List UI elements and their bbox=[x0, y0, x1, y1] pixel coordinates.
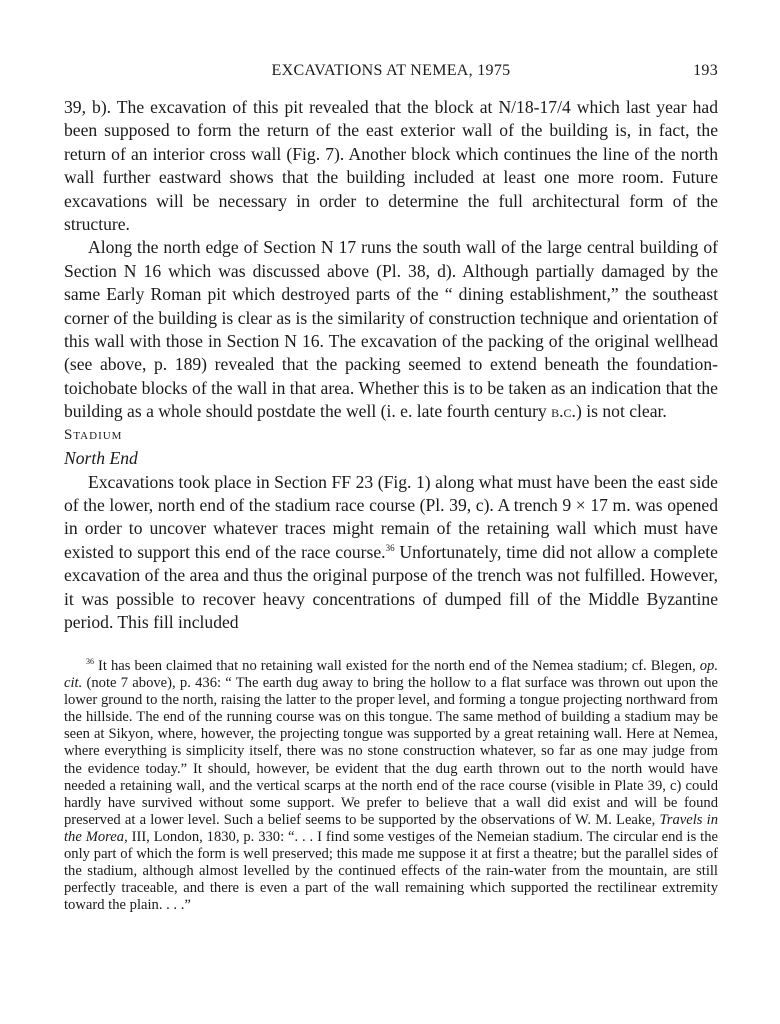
paragraph-1: 39, b). The excavation of this pit revealed that the block at N/18-17/4 which last year had been supposed to form the return of the east exterior wall of the building is, in fact, the return of an interior cross wall (Fig. 7). Another block which continues the line of the north wall further eastward shows that the building included at least one more room. Future excavations will be necessary in order to determine the full architectural form of the structure. bbox=[64, 97, 718, 235]
section-heading: Stadium bbox=[64, 426, 123, 443]
era-abbreviation: b.c. bbox=[551, 401, 576, 422]
footnote-mark: 36 bbox=[86, 657, 94, 667]
paragraph-2-end: ) is not clear. bbox=[575, 401, 667, 422]
subsection-heading: North End bbox=[64, 448, 138, 469]
main-text bbox=[64, 96, 718, 634]
footnote-text-1: It has been claimed that no retaining wall existed for the north end of the Nemea stadium; cf. Blegen, bbox=[94, 658, 700, 674]
paragraph-2 bbox=[64, 236, 718, 423]
footnote-citation-opcit: op. cit. bbox=[64, 658, 718, 692]
footnote bbox=[64, 658, 718, 914]
footnote-36 bbox=[64, 658, 718, 914]
paragraph-3-text-cont: Unfortunately, time did not allow a complete excavation of the area and thus the original purpose of the trench was not fulfilled. However, it was possible to recover heavy concentrations of dumped fill of the Middle Byzantine period. This fill included bbox=[64, 541, 718, 632]
paragraph-3-text: Excavations took place in Section FF 23 (Fig. 1) along what must have been the east side of the lower, north end of the stadium race course (Pl. 39, c). A trench 9 × 17 m. was opened in order to uncover whatever traces might remain of the retaining wall which must have existed to support this end of the race course. bbox=[64, 471, 718, 562]
paragraph-2-text: Along the north edge of Section N 17 runs the south wall of the large central building of Section N 16 which was discussed above (Pl. 38, d). Although partially damaged by the same Early Roman pit which destroyed parts of the “ dining establishment,” the southeast corner of the building is clear as is the similarity of construction technique and orientation of this wall with those in Section N 16. The excavation of the packing of the original wellhead (see above, p. 189) revealed that the packing seemed to extend beneath the foundation-toichobate blocks of the wall in that area. Whether this is to be taken as an indication that the building as a whole should postdate the well (i. e. late fourth century bbox=[64, 237, 718, 422]
footnote-text-2: (note 7 above), p. 436: “ The earth dug away to bring the hollow to a flat surface was thrown out upon the lower ground to the north, raising the latter to the proper level, and forming a tongue projecting northward from the hillside. The end of the running course was on this tongue. The same method of building a stadium may be seen at Sikyon, where, however, the projecting tongue was supported by a great retaining wall. Here at Nemea, where everything is simplicity itself, there was no stone construction whatever, so far as one may judge from the evidence today.” It should, however, be evident that the dug earth thrown out to the north would have needed a retaining wall, and the vertical scarps at the north end of the race course (visible in Plate 39, c) could hardly have survived without some support. We prefer to believe that a wall did exist and will be found preserved at a lower level. Such a belief seems to be supported by the observations of W. M. Leake, bbox=[64, 675, 718, 828]
footnote-citation-travels: Travels in the Morea bbox=[64, 811, 718, 845]
paragraph-3 bbox=[64, 471, 718, 635]
running-title: EXCAVATIONS AT NEMEA, 1975 bbox=[271, 62, 511, 79]
footnote-reference: 36 bbox=[385, 542, 395, 553]
footnote-text-3: , III, London, 1830, p. 330: “. . . I find some vestiges of the Nemeian stadium. The circular end is the only part of which the form is well preserved; this made me suppose it at first a theatre; but the parallel sides of the stadium, although almost levelled by the continued effects of the rain-water from the mountain, are still perfectly traceable, and there is even a part of the wall remaining which supported the rectilinear extremity toward the plain. . . .” bbox=[64, 828, 718, 914]
page-number: 193 bbox=[693, 62, 718, 79]
